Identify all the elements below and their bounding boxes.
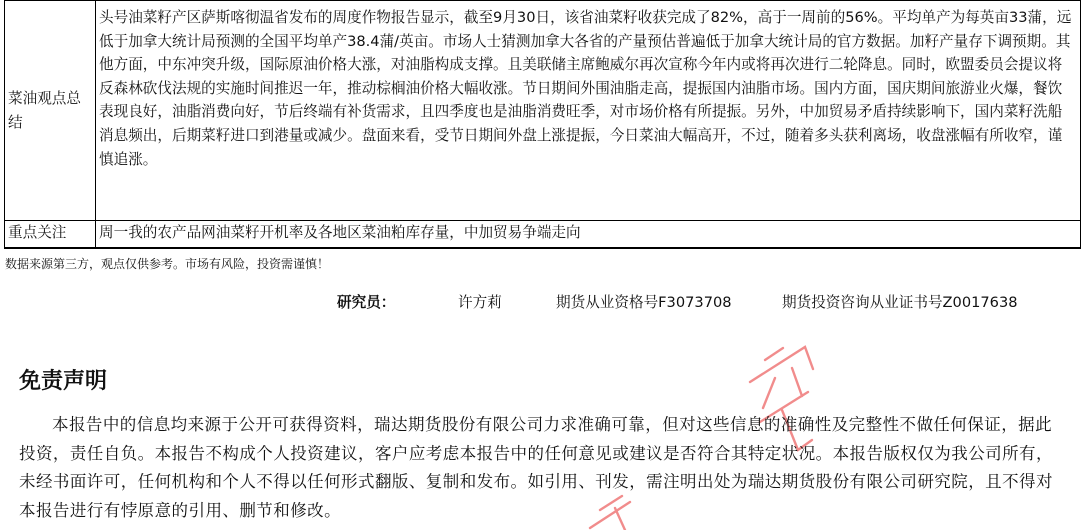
focus-text: 周一我的农产品网油菜籽开机率及各地区菜油粕库存量，中加贸易争端走向 <box>96 221 1081 249</box>
source-note: 数据来源第三方，观点仅供参考。市场有风险，投资需谨慎！ <box>5 257 330 271</box>
summary-row <box>5 1 1081 221</box>
focus-row <box>5 221 1081 249</box>
researcher-line <box>0 293 1086 313</box>
consult-certificate-number: 期货投资咨询从业证书号Z0017638 <box>782 294 1018 311</box>
focus-label: 重点关注 <box>5 221 96 249</box>
summary-label: 菜油观点总结 <box>5 1 96 221</box>
researcher-label: 研究员： <box>337 294 396 311</box>
disclaimer-title: 免责声明 <box>19 369 108 394</box>
futures-license-number: 期货从业资格号F3073708 <box>556 294 732 311</box>
researcher-name: 许方莉 <box>458 294 502 311</box>
summary-text: 头号油菜籽产区萨斯喀彻温省发布的周度作物报告显示，截至9月30日，该省油菜籽收获完成了82%，高于一周前的56%。平均单产为每英亩33蒲，远低于加拿大统计局预测的全国平均单产38.4蒲/英亩。市场人士猜测加拿大各省的产量预估普遍低于加拿大统计局的官方数据。加籽产量存下调预期。其他方面，中东冲突升级，国际原油价格大涨，对油脂构成支撑。且美联储主席鲍威尔再次宣称今年内或将再次进行二轮降息。同时，欧盟委员会提议将反森林砍伐法规的实施时间推迟一年，推动棕榈油价格大幅收涨。节日期间外围油脂走高，提振国内油脂市场。国内方面，国庆期间旅游业火爆，餐饮表现良好，油脂消费向好，节后终端有补货需求，且四季度也是油脂消费旺季，对市场价格有所提振。另外，中加贸易矛盾持续影响下，国内菜籽洗船消息频出，后期菜籽进口到港量或减少。盘面来看，受节日期间外盘上涨提振，今日菜油大幅高开，不过，随着多头获利离场，收盘涨幅有所收窄，谨慎追涨。 <box>96 1 1081 221</box>
analysis-table <box>4 0 1081 249</box>
disclaimer-body: 本报告中的信息均来源于公开可获得资料，瑞达期货股份有限公司力求准确可靠，但对这些信息的准确性及完整性不做任何保证，据此投资，责任自负。本报告不构成个人投资建议，客户应考虑本报告中的任何意见或建议是否符合其特定状况。本报告版权仅为我公司所有，未经书面许可，任何机构和个人不得以任何形式翻版、复制和发布。如引用、刊发，需注明出处为瑞达期货股份有限公司研究院，且不得对本报告进行有悖原意的引用、删节和修改。 <box>19 415 1053 520</box>
